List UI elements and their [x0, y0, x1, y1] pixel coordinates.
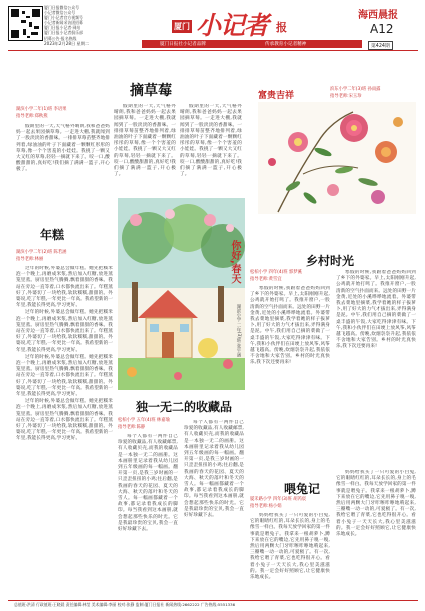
- article-byline: 滨东小学二年(3)班 孙雨露: [330, 87, 381, 92]
- page-number: A12: [370, 22, 394, 36]
- header-rule: [8, 50, 418, 51]
- body-paragraph: 过年的时候,外婆总会做年糕。她先把糯米泡一个晚上,再磨成米浆,然后加入红糖,放进蒸笼里蒸。厨房里热气腾腾,飘着甜甜的香味。我站在旁边一直等着,口水都快流出来了。年糕蒸好了,外婆切了一块给我,软软糯糯,甜甜的。外婆说,吃了年糕,一年更比一年高。我希望新的一年里,我能长得更高,学习更好。: [16, 399, 113, 442]
- promo-line: 厦门日报小记者·网站: [44, 25, 81, 31]
- article-title: 富贵吉祥: [258, 91, 295, 101]
- article-body: [118, 434, 178, 596]
- article-teacher: 指导老师:郑秋燕: [16, 114, 48, 119]
- masthead: [172, 6, 297, 38]
- masthead-title: 小记者: [196, 11, 269, 40]
- article-teacher: 指导老师:林丽: [16, 257, 44, 262]
- article-body: [250, 513, 330, 597]
- spring-painting: [118, 198, 245, 390]
- article-body-col2: [114, 104, 176, 194]
- article-body: [16, 124, 110, 196]
- masthead-suffix: 报: [276, 21, 287, 34]
- body-paragraph: 寒假的时候,我跟着爸爸妈妈回到了乡下的外婆家。早上,太阳刚刚升起,公鸡就开始打鸣了。我推开窗户,一股清新的空气扑面而来。远处的田野一片金黄,近处的小溪哗哗地流着。外婆带我去菜地里摘菜,我学着她的样子拔萝卜,用了好大的力气才拔出来,弄得满身是泥。中午,我们用自己摘的菜做了一桌丰盛的午饭,大家吃得津津有味。下午,我和小伙伴们在田埂上放风筝,风筝越飞越高。傍晚,炊烟袅袅升起,我依依不舍地和大家告别。乡村的时光真快乐,我下次还要再来!: [336, 270, 416, 350]
- flower-painting: [258, 102, 416, 214]
- body-paragraph: 假期里的一天,天气格外晴朗,我和爸爸妈妈一起去果园摘草莓。一走进大棚,我就闻到了一股淡淡的香甜味。一排排草莓苗整齐地排列着,绿油油的叶子下面藏着一颗颗红彤彤的草莓,像一个个害羞的小娃娃。我挑了一颗又大又红的草莓,轻轻一摘就下来了。咬一口,酸酸甜甜的,真好吃!我们摘了满满一篮子,开心极了。: [180, 104, 242, 178]
- article-teacher: 指导老师:黄雪宜: [250, 277, 282, 282]
- promo-line: 小记者新闻采访团招募: [44, 20, 83, 26]
- header-promo-lines: [44, 5, 106, 41]
- brand-logo: 海西晨报: [358, 10, 398, 21]
- article-byline: 厦禾路小学 四年(3)班 胡芮宸: [250, 497, 307, 502]
- promo-line: 厦门日报小记者俱乐部: [44, 30, 83, 36]
- body-paragraph: 寒假的时候,我跟着爸爸妈妈回到了乡下的外婆家。早上,太阳刚刚升起,公鸡就开始打鸣了。我推开窗户,一股清新的空气扑面而来。远处的田野一片金黄,近处的小溪哗哗地流着。外婆带我去菜地里摘菜,我学着她的样子拔萝卜,用了好大的力气才拔出来,弄得满身是泥。中午,我们用自己摘的菜做了一桌丰盛的午饭,大家吃得津津有味。下午,我和小伙伴们在田埂上放风筝,风筝越飞越高。傍晚,炊烟袅袅升起,我依依不舍地和大家告别。乡村的时光真快乐,我下次还要再来!: [250, 286, 330, 366]
- footer-rule: [8, 600, 418, 601]
- body-paragraph: 每个人都有一两件自己珍爱的收藏品,有人收藏邮票,有人收藏贝壳,而我的收藏品是一本独一无二的画册。这本画册里记录着我从幼儿园到五年级画的每一幅画。翻开第一页,是我三岁时画的一只歪歪扭扭的小鸡;往后翻,是我画的春天的花园、夏天的大海、秋天的落叶和冬天的雪人。每一幅画都藏着一个故事,都记录着我成长的脚印。每当我看到这本画册,就会想起那些快乐的时光。它是我最珍贵的宝贝,我会一直好好珍藏下去。: [184, 420, 244, 519]
- article-teacher: 指导老师:陈静: [118, 425, 146, 430]
- article-body: [250, 286, 330, 464]
- body-paragraph: 过年的时候,外婆总会做年糕。她先把糯米泡一个晚上,再磨成米浆,然后加入红糖,放进蒸笼里蒸。厨房里热气腾腾,飘着甜甜的香味。我站在旁边一直等着,口水都快流出来了。年糕蒸好了,外婆切了一块给我,软软糯糯,甜甜的。外婆说,吃了年糕,一年更比一年高。我希望新的一年里,我能长得更高,学习更好。: [16, 310, 113, 353]
- artwork-title-red: 你好,春天: [229, 240, 240, 284]
- issue-number: 第424期: [368, 41, 393, 50]
- band-text-left: 厦门日报社小记者品牌: [160, 42, 206, 47]
- article-byline: 湖滨小学二年(1)班 李语果: [16, 107, 67, 112]
- article-title: 摘草莓: [130, 83, 172, 99]
- article-byline: 松柏小学 四年(4)班 郭梦溪: [250, 270, 302, 275]
- article-byline: 湖滨小学二年(2)班 陈若涵: [16, 250, 67, 255]
- body-paragraph: 过年的时候,外婆总会做年糕。她先把糯米泡一个晚上,再磨成米浆,然后加入红糖,放进蒸笼里蒸。厨房里热气腾腾,飘着甜甜的香味。我站在旁边一直等着,口水都快流出来了。年糕蒸好了,外婆切了一块给我,软软糯糯,甜甜的。外婆说,吃了年糕,一年更比一年高。我希望新的一年里,我能长得更高,学习更好。: [16, 354, 113, 398]
- body-paragraph: 每个人都有一两件自己珍爱的收藏品,有人收藏邮票,有人收藏贝壳,而我的收藏品是一本独一无二的画册。这本画册里记录着我从幼儿园到五年级画的每一幅画。翻开第一页,是我三岁时画的一只歪歪扭扭的小鸡;往后翻,是我画的春天的花园、夏天的大海、秋天的落叶和冬天的雪人。每一幅画都藏着一个故事,都记录着我成长的脚印。每当我看到这本画册,就会想起那些快乐的时光。它是我最珍贵的宝贝,我会一直好好珍藏下去。: [118, 434, 178, 533]
- issue-date: 2023年2月28日 星期二: [44, 41, 90, 46]
- article-body-col2: [336, 470, 416, 597]
- promo-line: 厦门小记者官方视频号: [44, 15, 83, 21]
- article-body: [16, 266, 113, 596]
- artwork-caption: 湖滨小学 二年(3)班 张宇涵: [236, 304, 241, 358]
- article-title: 乡村时光: [306, 254, 355, 268]
- promo-line: 小记者微信公众号: [44, 10, 76, 16]
- article-body-col2: [184, 420, 244, 596]
- article-teacher: 指导老师:杨小娟: [250, 504, 282, 509]
- article-title: 喂兔记: [284, 482, 321, 496]
- promo-line: 招募公告·报名热线: [44, 35, 77, 41]
- article-body-col3: [180, 104, 242, 194]
- body-paragraph: 妈妈给我买了一只可爱的小白兔,它的眼睛红红的,耳朵长长的,身上的毛像雪一样白。我每天放学回家的第一件事就是喂兔子。我拿来一根胡萝卜,蹲下来放在它的嘴边,它先用鼻子嗅一嗅,然后用两颗大门牙咔嚓咔嚓地啃起来,三瓣嘴一动一动的,可爱极了。有一次,我给它喂了青菜,它也吃得很开心。看着小兔子一天天长大,我心里美滋滋的。我一定会好好照顾它,让它健康快乐地成长。: [250, 513, 330, 581]
- article-title: 年糕: [40, 228, 65, 242]
- body-paragraph: 妈妈给我买了一只可爱的小白兔,它的眼睛红红的,耳朵长长的,身上的毛像雪一样白。我每天放学回家的第一件事就是喂兔子。我拿来一根胡萝卜,蹲下来放在它的嘴边,它先用鼻子嗅一嗅,然后用两颗大门牙咔嚓咔嚓地啃起来,三瓣嘴一动一动的,可爱极了。有一次,我给它喂了青菜,它也吃得很开心。看着小兔子一天天长大,我心里美滋滋的。我一定会好好照顾它,让它健康快乐地成长。: [336, 470, 416, 538]
- article-body-col2: [336, 270, 416, 464]
- body-paragraph: 过年的时候,外婆总会做年糕。她先把糯米泡一个晚上,再磨成米浆,然后加入红糖,放进蒸笼里蒸。厨房里热气腾腾,飘着甜甜的香味。我站在旁边一直等着,口水都快流出来了。年糕蒸好了,外婆切了一块给我,软软糯糯,甜甜的。外婆说,吃了年糕,一年更比一年高。我希望新的一年里,我能长得更高,学习更好。: [16, 266, 113, 309]
- article-title: 独一无二的收藏品: [136, 400, 233, 414]
- article-teacher: 指导老师:宋玉珍: [330, 94, 362, 99]
- body-paragraph: 假期里的一天,天气格外晴朗,我和爸爸妈妈一起去果园摘草莓。一走进大棚,我就闻到了一股淡淡的香甜味。一排排草莓苗整齐地排列着,绿油油的叶子下面藏着一颗颗红彤彤的草莓,像一个个害羞的小娃娃。我挑了一颗又大又红的草莓,轻轻一摘就下来了。咬一口,酸酸甜甜的,真好吃!我们摘了满满一篮子,开心极了。: [16, 124, 110, 173]
- body-paragraph: 假期里的一天,天气格外晴朗,我和爸爸妈妈一起去果园摘草莓。一走进大棚,我就闻到了一股淡淡的香甜味。一排排草莓苗整齐地排列着,绿油油的叶子下面藏着一颗颗红彤彤的草莓,像一个个害羞的小娃娃。我挑了一颗又大又红的草莓,轻轻一摘就下来了。咬一口,酸酸甜甜的,真好吃!我们摘了满满一篮子,开心极了。: [114, 104, 176, 178]
- footer-credits: 总值班:洪清 行政值班:王晓晨 责任编辑:林莹 美术编辑:李丽 校对:张静 监制:厦门日报社 新闻热线:2662222 广告热线:5551336: [14, 602, 236, 607]
- promo-line: 厦门日报微信公众号: [44, 5, 80, 10]
- qr-code[interactable]: [8, 6, 43, 41]
- band-text-right: 传承教育小记者精神: [265, 42, 307, 47]
- masthead-city: 厦门: [174, 22, 190, 31]
- article-byline: 松柏小学 五年(4)班 林嘉瑜: [118, 418, 170, 423]
